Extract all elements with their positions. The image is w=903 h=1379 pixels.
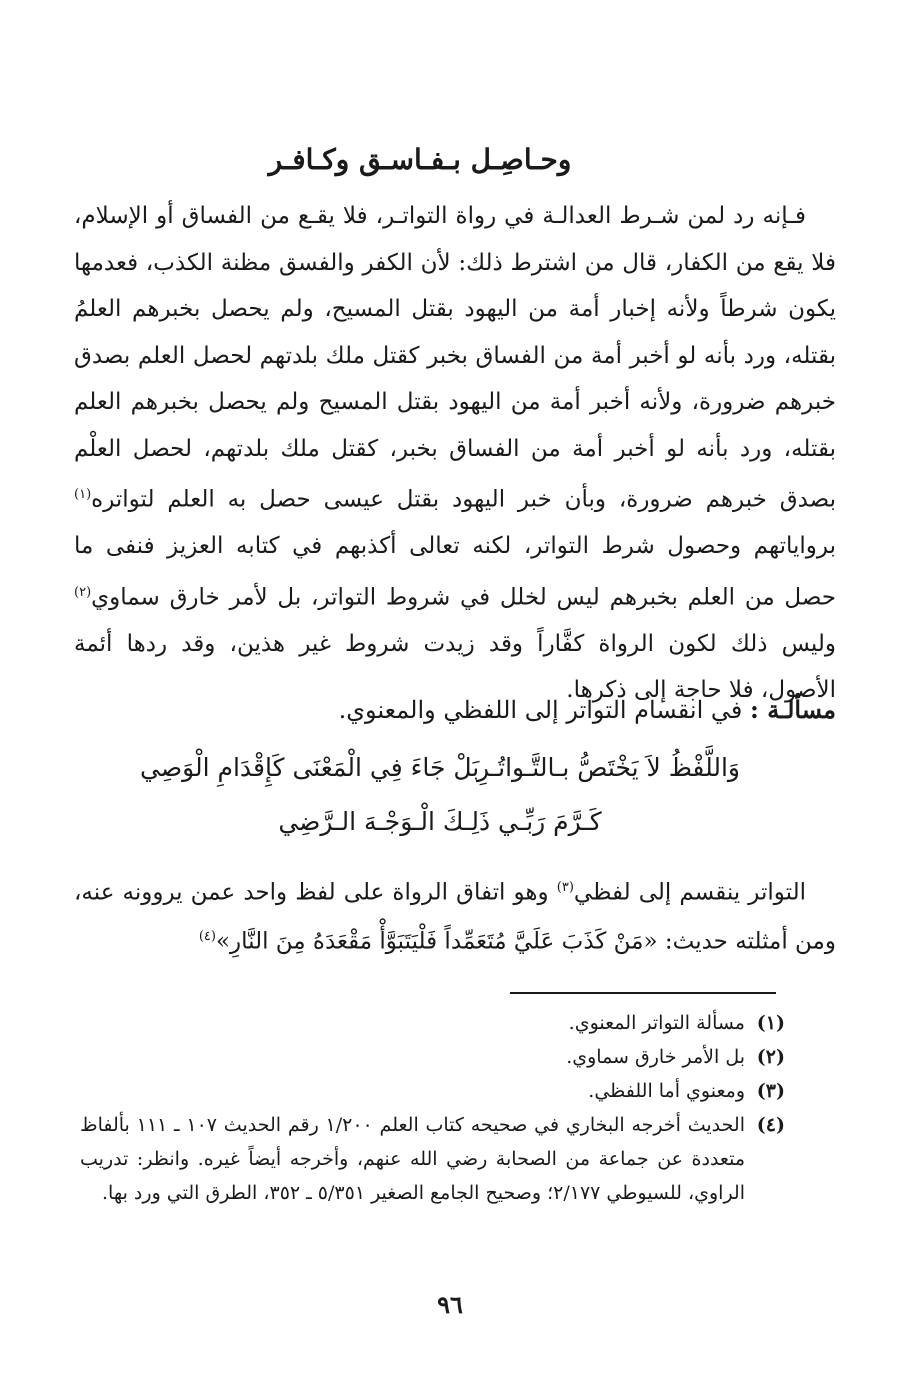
page-number: ٩٦ xyxy=(437,1290,463,1319)
footnote-item xyxy=(80,1040,785,1074)
footnote-ref-1[interactable]: (١) xyxy=(74,487,92,502)
footnote-item xyxy=(80,1108,785,1210)
tawatur-part-b: وهو اتفاق الرواة على لفظ واحد عمن يروونه عنه، ومن أمثلته حديث: «مَنْ كَذَبَ عَلَيَّ مُتَعَمِّداً فَلْيَتَبَوَّأْ مَقْعَدَهُ مِنَ النَّارِ» xyxy=(74,879,836,955)
footnote-ref-2[interactable]: (٢) xyxy=(74,584,92,600)
footnote-item xyxy=(80,1074,785,1108)
issue-heading xyxy=(74,690,836,730)
footnote-text: ومعنوي أما اللفظي. xyxy=(588,1080,745,1102)
verse-line-2 xyxy=(140,800,740,844)
verse-1-second-hemistich: بَلْ جَاءَ فِي الْمَعْنَى كَإِقْدَامِ الْوَصِي xyxy=(140,753,480,782)
footnote-ref-3[interactable]: (٣) xyxy=(556,880,574,895)
tawatur-paragraph xyxy=(74,866,836,963)
verse-1-first-hemistich: وَاللَّفْظُ لاَ يَخْتَصُّ بـالتَّـواتُـرِ xyxy=(477,753,740,782)
paragraph-part-c: وليس ذلك لكون الرواة كفَّاراً وقد زيدت شروط غير هذين، وقد ردها أئمة الأصول، فلا حاجة إلى ذكرها. xyxy=(74,630,836,704)
main-paragraph xyxy=(74,193,836,714)
footnote-number: (٤) xyxy=(756,1114,785,1136)
footnote-text: بل الأمر خارق سماوي. xyxy=(566,1046,745,1068)
tawatur-part-a: التواتر ينقسم إلى لفظي xyxy=(573,879,807,906)
footnote-item xyxy=(80,1006,785,1040)
footnote-ref-4[interactable]: (٤) xyxy=(198,928,216,944)
verse-2-text: كَـرَّمَ رَبِّـي ذَلِـكَ الْـوَجْـهَ الـرَّضِي xyxy=(278,807,602,836)
issue-text: في انقسام التواتر إلى اللفظي والمعنوي. xyxy=(338,696,750,724)
paragraph-part-a: فـإنه رد لمن شـرط العدالـة في رواة التواتـر، فلا يقـع من الفساق أو الإسلام، فلا يقع من الكفار، قال من اشترط ذلك: لأن الكفر والفسق مظنة الكذب، فعدمها يكون شرطاً ولأنه إخبار أمة من اليهود بقتل المسيح، ولم يحصل بخبرهم العلمُ بقتله، ورد بأنه لو أخبر أمة من الفساق بخبر كقتل ملك بلدتهم لحصل العلم بصدق خبرهم ضرورة، ولأنه أخبر أمة من اليهود بقتل المسيح ولم يحصل بخبرهم العلم بقتله، ورد بأنه لو أخبر أمة من الفساق بخبر، كقتل ملك بلدتهم، لحصل العلْم بصدق خبرهم ضرورة، وبأن خبر اليهود بقتل عيسى حصل به العلم لتواتره xyxy=(74,203,836,513)
footnote-number: (١) xyxy=(756,1012,785,1034)
verse-line-1 xyxy=(140,746,740,790)
issue-label: مسألـة : xyxy=(749,695,836,724)
verse-heading: وحـاصِـل بـفـاسـق وكـافـر xyxy=(268,143,572,176)
footnote-number: (٢) xyxy=(756,1046,785,1068)
footnotes-list xyxy=(80,1006,785,1210)
footnote-text: مسألة التواتر المعنوي. xyxy=(568,1012,745,1034)
footnote-number: (٣) xyxy=(756,1080,785,1102)
footnote-text: الحديث أخرجه البخاري في صحيحه كتاب العلم ١/٢٠٠ رقم الحديث ١٠٧ ـ ١١١ بألفاظ متعددة عن جماعة من الصحابة رضي الله عنهم، وأخرجه أيضاً غيره. وانظر: تدريب الراوي، للسيوطي ٢/١٧٧؛ وصحيح الجامع الصغير ٥/٣٥١ ـ ٣٥٢، الطرق التي ورد بها. xyxy=(80,1114,745,1204)
main-paragraph-text xyxy=(74,193,836,714)
paragraph-part-b: برواياتهم وحصول شرط التواتر، لكنه تعالى أكذبهم في كتابه العزيز فنفى ما حصل من العلم بخبرهم ليس لخلل في شروط التواتر، بل لأمر خارق سماوي xyxy=(74,533,836,611)
footnote-divider xyxy=(510,992,776,994)
